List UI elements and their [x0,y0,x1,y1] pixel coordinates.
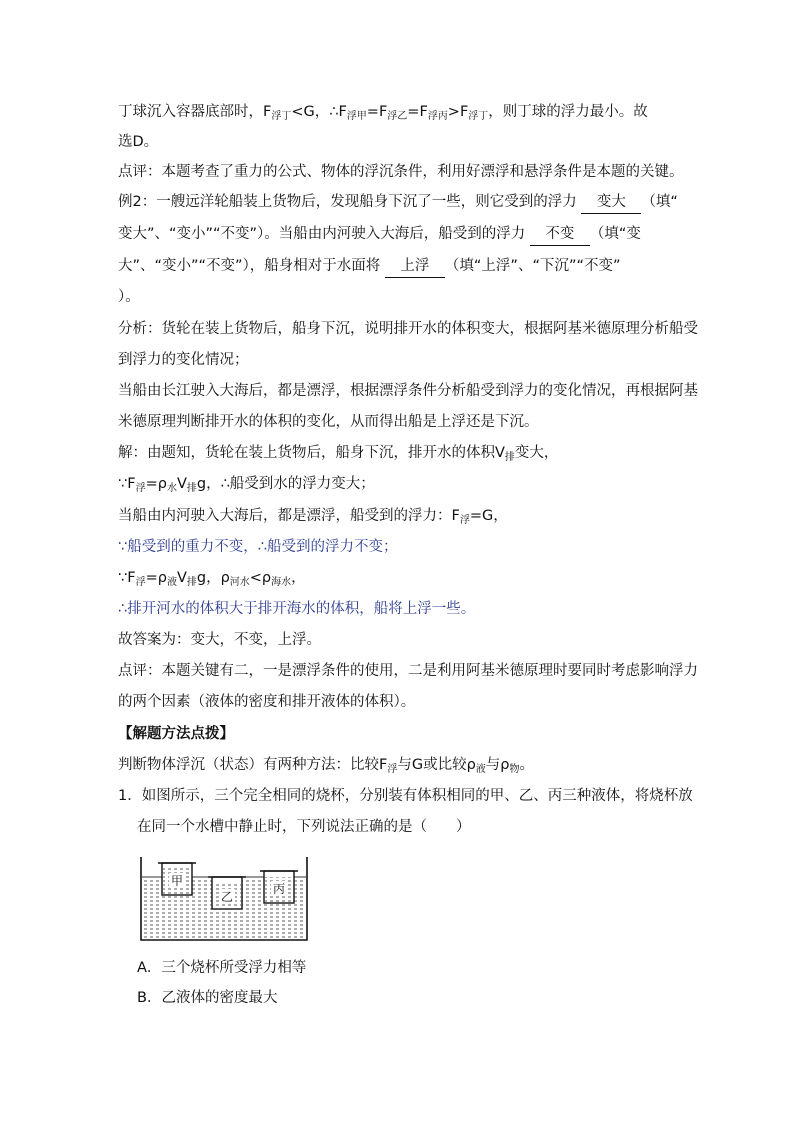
beaker-bing-label: 丙 [272,882,286,896]
solution-line-4: ∵船受到的重力不变，∴船受到的浮力不变； [118,539,398,555]
solution-line-2: $\because F_浮=\rho_水V_排g$，∴船受到水的浮力变大； [118,476,375,494]
option-b[interactable]: B．乙液体的密度最大 [137,990,278,1006]
example-line-3: 大”、“变小”“不变”），船身相对于水面将 上浮 （填“上浮”、“下沉”“不变” [118,255,621,278]
solution-line-1: 解：由题知，货轮在装上货物后，船身下沉，排开水的体积$V_排$变大， [118,445,559,463]
analysis-line-4: 米德原理判断排开水的体积的变化，从而得出船是上浮还是下沉。 [118,414,539,430]
option-a[interactable]: A．三个烧杯所受浮力相等 [137,960,307,976]
method-line: 判断物体浮沉（状态）有两种方法：比较$F_浮$与G或比较$\rho_液$与$\rho_物$。 [118,757,535,775]
text-line-2: 选D。 [118,134,159,150]
beaker-yi [208,877,246,909]
solution-line-3: 当船由内河驶入大海后，都是漂浮，船受到的浮力：$F_浮=G$， [118,508,508,526]
comment-line-2a: 点评：本题关键有二，一是漂浮条件的使用，二是利用阿基米德原理时要同时考虑影响浮力 [118,663,698,679]
comment-line-2b: 的两个因素（液体的密度和排开液体的体积）。 [118,694,416,710]
beaker-yi-label: 乙 [220,890,234,904]
beakers-figure [138,855,310,945]
beaker-jia-label: 甲 [170,874,184,888]
answer-blank-2: 不变 [530,223,590,246]
analysis-line-2: 到浮力的变化情况； [118,352,249,368]
beaker-bing [260,871,298,903]
comment-line: 点评：本题考查了重力的公式、物体的浮沉条件，利用好漂浮和悬浮条件是本题的关键。 [118,164,684,180]
answer-blank-3: 上浮 [385,255,445,278]
answer-blank-1: 变大 [581,191,641,214]
answer-line: 故答案为：变大，不变，上浮。 [118,632,321,648]
text-line-1: 丁球沉入容器底部时，$F_{浮丁}<G$，$\therefore F_{浮甲}=F_{浮乙}=F_{浮丙}>F_{浮丁}$，则丁球的浮力最小。故 [118,104,648,122]
example-line-4: ）。 [118,289,140,305]
question-line-1: 1．如图所示，三个完全相同的烧杯，分别装有体积相同的甲、乙、丙三种液体，将烧杯放 [118,788,693,804]
analysis-line-1: 分析：货轮在装上货物后，船身下沉，说明排开水的体积变大，根据阿基米德原理分析船受 [118,321,698,337]
beaker-jia [158,863,196,895]
analysis-line-3: 当船由长江驶入大海后，都是漂浮，根据漂浮条件分析船受到浮力的变化情况，再根据阿基 [118,383,698,399]
section-heading: 【解题方法点拨】 [118,726,234,742]
solution-line-5: $\because F_浮=\rho_液V_排g$，$\rho_{河水}<\rho_{海水}$， [118,570,306,588]
example-line-2: 变大”、“变小”“不变”）。当船由内河驶入大海后，船受到的浮力 不变 （填“变 [118,223,641,246]
solution-line-6: ∴排开河水的体积大于排开海水的体积，船将上浮一些。 [118,601,476,617]
example-line-1: 例2：一艘远洋轮船装上货物后，发现船身下沉了一些，则它受到的浮力 变大 （填“ [118,191,678,214]
question-line-2: 在同一个水槽中静止时，下列说法正确的是（ ） [137,819,471,835]
